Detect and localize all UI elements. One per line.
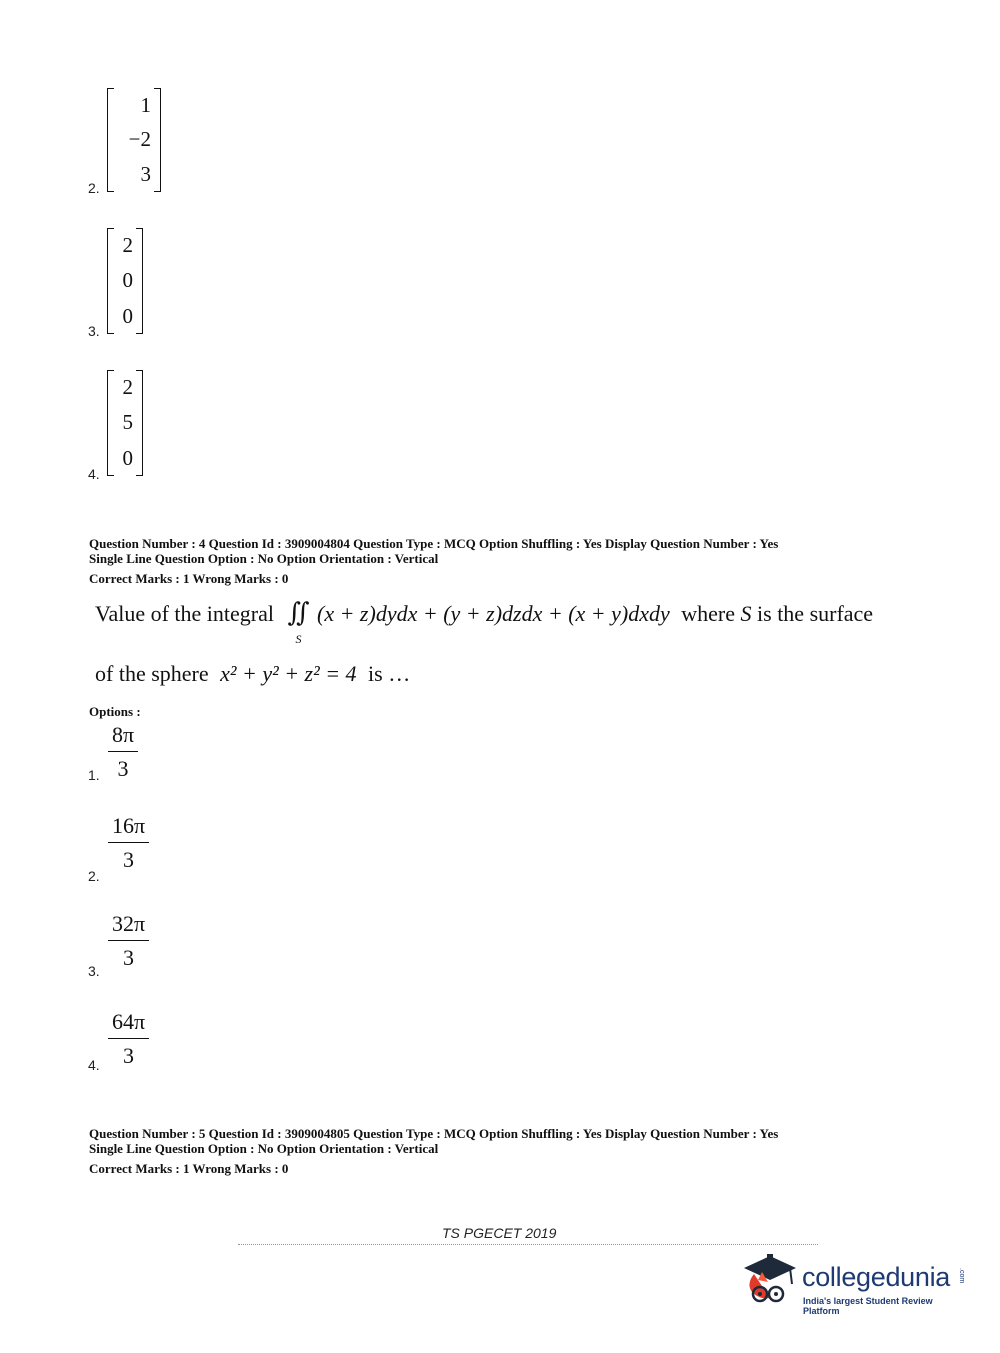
meta-line: Correct Marks : 1 Wrong Marks : 0	[89, 571, 289, 586]
vector-entry: 0	[122, 268, 133, 293]
option-number: 3.	[88, 963, 100, 979]
column-vector	[107, 370, 143, 476]
fraction-denominator: 3	[123, 945, 135, 970]
logo-tagline: India's largest Student Review Platform	[803, 1296, 933, 1316]
column-vector	[107, 88, 161, 192]
fraction	[108, 1011, 149, 1067]
sphere-equation: x² + y² + z² = 4	[220, 661, 357, 686]
fraction	[108, 913, 149, 969]
vector-entry: 0	[122, 445, 133, 470]
fraction	[108, 724, 138, 780]
fraction-denominator: 3	[117, 756, 129, 781]
option-number: 4.	[88, 1057, 100, 1073]
question-text: Value of the integral	[95, 601, 274, 626]
fraction-numerator: 8π	[108, 724, 138, 752]
question-text: where	[681, 601, 736, 626]
vector-entry: −2	[128, 127, 151, 152]
question-4-text-line1	[95, 598, 874, 646]
question-text: is …	[368, 661, 411, 686]
integrand: (x + z)dydx + (y + z)dzdx + (x + y)dxdy	[317, 601, 670, 626]
double-integral	[287, 598, 312, 646]
options-label: Options :	[89, 704, 141, 719]
meta-line: Correct Marks : 1 Wrong Marks : 0	[89, 1161, 289, 1176]
integral-subscript: S	[295, 632, 302, 646]
option-number: 2.	[88, 180, 100, 196]
fraction-numerator: 64π	[108, 1011, 149, 1039]
option-number: 2.	[88, 868, 100, 884]
logo-suffix: .com	[958, 1268, 965, 1284]
vector-entry: 2	[122, 375, 133, 400]
meta-line: Question Number : 5 Question Id : 3909004805 Question Type : MCQ Option Shuffling : Yes Display Question Number : Yes	[89, 1126, 779, 1141]
footer-divider	[238, 1244, 818, 1245]
collegedunia-logo	[740, 1248, 970, 1314]
fraction-denominator: 3	[123, 1043, 135, 1068]
vector-entry: 3	[140, 162, 151, 187]
vector-entry: 0	[122, 303, 133, 328]
option-number: 3.	[88, 323, 100, 339]
question-4-meta	[89, 536, 778, 586]
vector-entry: 2	[122, 233, 133, 258]
meta-line: Single Line Question Option : No Option Orientation : Vertical	[89, 1141, 439, 1156]
fraction-numerator: 16π	[108, 815, 149, 843]
surface-variable: S	[740, 601, 752, 626]
column-vector	[107, 228, 143, 334]
fraction	[108, 815, 149, 871]
question-text: of the sphere	[95, 661, 209, 686]
fraction-denominator: 3	[123, 847, 135, 872]
vector-entry: 1	[140, 92, 151, 117]
logo-text: collegedunia	[802, 1262, 951, 1292]
option-number: 1.	[88, 767, 100, 783]
fraction-numerator: 32π	[108, 913, 149, 941]
exam-title: TS PGECET 2019	[442, 1225, 557, 1241]
mascot-icon	[740, 1248, 802, 1310]
question-text: is the surface	[757, 601, 874, 626]
vector-entry: 5	[122, 410, 133, 435]
integral-symbol: ∬	[287, 598, 310, 627]
question-5-meta	[89, 1126, 778, 1176]
option-number: 4.	[88, 466, 100, 482]
meta-line: Question Number : 4 Question Id : 3909004804 Question Type : MCQ Option Shuffling : Yes Display Question Number : Yes	[89, 536, 779, 551]
question-4-text-line2	[95, 661, 410, 687]
meta-line: Single Line Question Option : No Option Orientation : Vertical	[89, 551, 439, 566]
